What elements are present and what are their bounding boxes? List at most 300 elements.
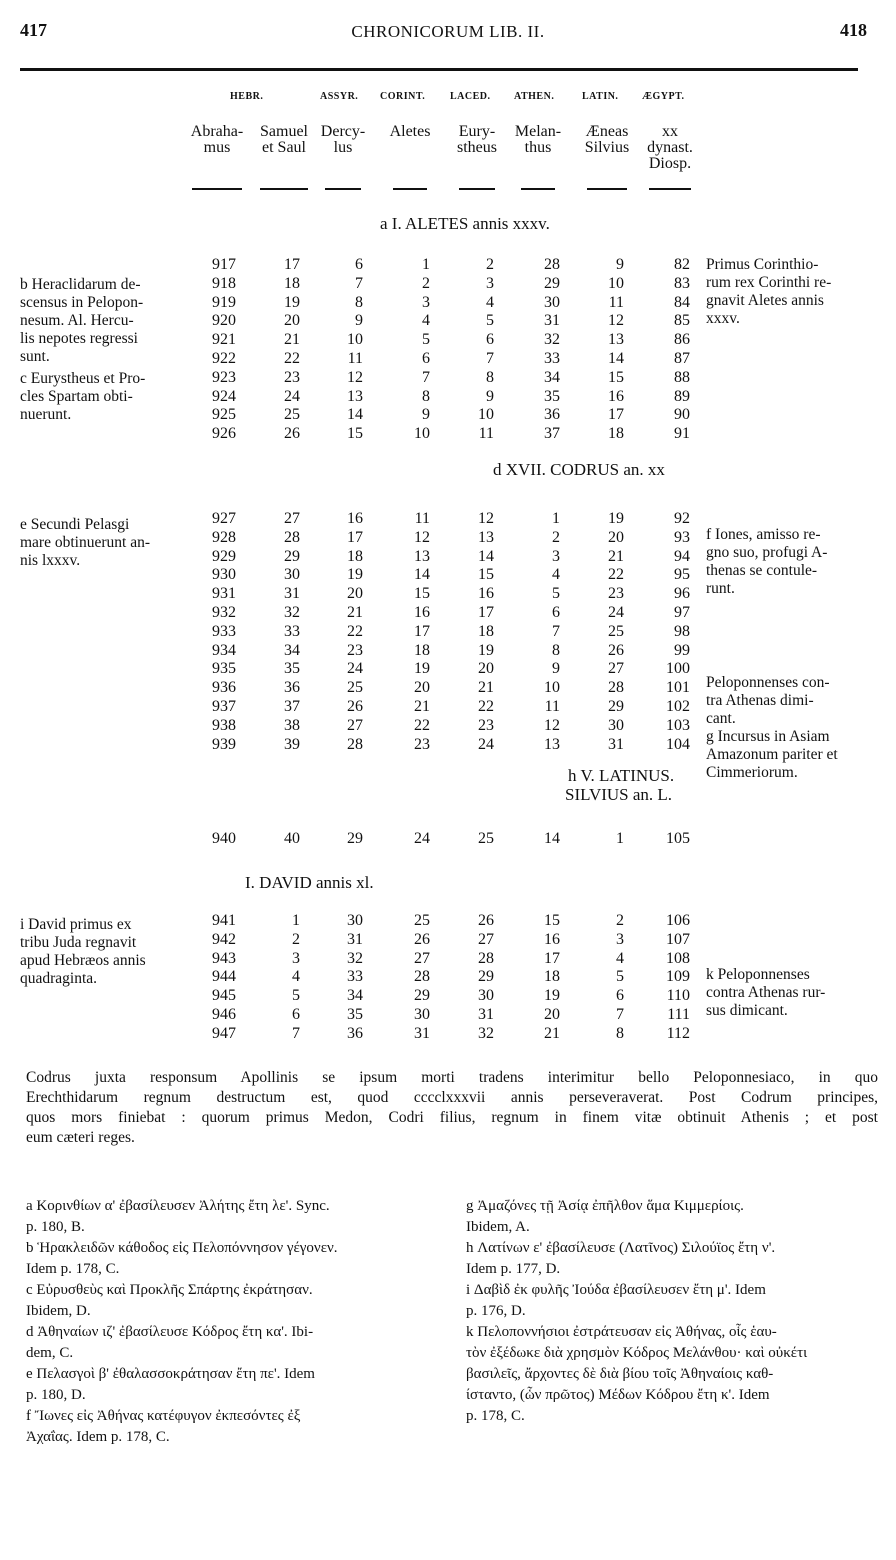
side-note-line: rum rex Corinthi re- xyxy=(706,274,832,291)
table-cell: 4 xyxy=(552,566,560,584)
table-cell: 34 xyxy=(284,641,300,659)
table-cell: 21 xyxy=(414,698,430,715)
table-cell: 3 xyxy=(422,293,430,311)
column-dash xyxy=(587,188,627,190)
era-latinus-line1: h V. LATINUS. xyxy=(568,766,675,785)
table-cell: 31 xyxy=(284,585,300,603)
column-header-line: dynast. xyxy=(647,139,693,156)
table-cell: 7 xyxy=(616,1006,624,1023)
side-note-line: runt. xyxy=(706,580,735,597)
table-cell: 104 xyxy=(666,735,690,753)
table-cell: 17 xyxy=(544,949,560,967)
table-cell: 19 xyxy=(478,641,494,659)
table-cell: 25 xyxy=(414,912,430,929)
table-cell: 23 xyxy=(608,585,624,603)
table-cell: 1 xyxy=(616,830,624,847)
side-note-line: contra Athenas rur- xyxy=(706,984,826,1001)
table-cell: 26 xyxy=(284,425,300,443)
era-aletes: a I. ALETES annis xxxv. xyxy=(380,214,550,233)
table-cell: 29 xyxy=(608,698,624,715)
table-cell: 24 xyxy=(347,660,363,678)
table-cell: 17 xyxy=(347,528,363,546)
footnote-line: Ibidem, A. xyxy=(466,1219,530,1235)
table-cell: 16 xyxy=(414,604,430,621)
table-cell: 16 xyxy=(347,510,363,527)
column-header-line: Æneas xyxy=(585,123,629,140)
table-cell: 18 xyxy=(284,274,300,292)
column-header xyxy=(184,124,250,156)
table-cell: 933 xyxy=(212,622,236,640)
paragraph-line: Erechthidarum regnum destructum est, quod cccclxxxvii annis perseveraverat. Post Codrum principes, xyxy=(26,1089,878,1106)
table-cell: 929 xyxy=(212,547,236,565)
table-cell: 96 xyxy=(674,585,690,603)
nation-header: LACED. xyxy=(450,91,491,102)
side-note-line: nuerunt. xyxy=(20,406,72,423)
table-cell: 8 xyxy=(616,1024,624,1042)
table-cell: 943 xyxy=(212,949,236,967)
table-cell: 7 xyxy=(486,350,494,367)
table-cell: 928 xyxy=(212,528,236,546)
table-cell: 35 xyxy=(347,1006,363,1023)
table-cell: 930 xyxy=(212,566,236,584)
table-cell: 91 xyxy=(674,425,690,443)
table-cell: 927 xyxy=(212,510,236,527)
table-cell: 6 xyxy=(292,1006,300,1023)
table-cell: 2 xyxy=(292,930,300,948)
table-cell: 109 xyxy=(666,968,690,986)
table-cell: 28 xyxy=(608,679,624,697)
era-david: I. DAVID annis xl. xyxy=(245,873,374,892)
table-cell: 23 xyxy=(284,368,300,386)
table-cell: 33 xyxy=(347,968,363,986)
page-number-left: 417 xyxy=(20,20,47,40)
table-cell: 14 xyxy=(414,566,430,584)
table-cell: 937 xyxy=(212,698,236,715)
nation-header: ÆGYPT. xyxy=(642,91,685,102)
table-cell: 24 xyxy=(608,604,624,621)
running-title: CHRONICORUM LIB. II. xyxy=(351,22,545,41)
table-cell: 941 xyxy=(212,912,236,929)
table-cell: 1 xyxy=(552,510,560,527)
paragraph-line: Codrus juxta responsum Apollinis se ipsum morti tradens interimitur bello Peloponnesiaco, in quo xyxy=(26,1069,878,1086)
side-note-line: lis nepotes regressi xyxy=(20,330,138,347)
table-cell: 28 xyxy=(478,949,494,967)
paragraph-line: eum cæteri reges. xyxy=(26,1129,135,1146)
table-cell: 20 xyxy=(414,679,430,697)
table-cell: 31 xyxy=(544,312,560,330)
table-cell: 22 xyxy=(347,622,363,640)
table-cell: 940 xyxy=(212,830,236,847)
footnote-line: p. 176, D. xyxy=(466,1303,526,1319)
table-cell: 13 xyxy=(608,331,624,349)
table-cell: 92 xyxy=(674,510,690,527)
table-cell: 28 xyxy=(347,735,363,753)
table-cell: 8 xyxy=(552,641,560,659)
table-cell: 94 xyxy=(674,547,690,565)
side-note-right xyxy=(706,256,831,328)
footnote-line: i Δαβὶδ ἐκ φυλῆς Ἰούδα ἐβασίλευσεν ἔτη μ'. Idem xyxy=(466,1282,766,1298)
table-cell: 7 xyxy=(422,368,430,386)
table-cell: 6 xyxy=(552,604,560,621)
table-cell: 5 xyxy=(486,312,494,330)
side-note-line: b Heraclidarum de- xyxy=(20,276,141,293)
column-header-line: lus xyxy=(333,139,353,156)
footnote-line: Idem p. 178, C. xyxy=(26,1261,120,1277)
side-note-line: quadraginta. xyxy=(20,970,98,987)
table-cell: 9 xyxy=(355,312,363,330)
table-cell: 936 xyxy=(212,679,236,697)
table-cell: 16 xyxy=(478,585,494,603)
footnotes-left xyxy=(26,1196,446,1448)
table-cell: 30 xyxy=(478,987,494,1005)
column-header xyxy=(451,124,503,156)
table-cell: 2 xyxy=(422,274,430,292)
side-note-line: thenas se contule- xyxy=(706,562,818,579)
table-cell: 10 xyxy=(347,331,363,349)
table-cell: 30 xyxy=(544,293,560,311)
table-cell: 931 xyxy=(212,585,236,603)
table-cell: 107 xyxy=(666,930,690,948)
table-cell: 24 xyxy=(414,830,430,847)
side-note-line: scensus in Pelopon- xyxy=(20,294,144,311)
table-cell: 13 xyxy=(347,387,363,405)
header-rule xyxy=(20,68,858,71)
table-cell: 93 xyxy=(674,528,690,546)
table-cell: 939 xyxy=(212,735,236,753)
table-cell: 938 xyxy=(212,716,236,734)
table-cell: 34 xyxy=(347,987,363,1005)
column-dash xyxy=(260,188,308,190)
table-cell: 18 xyxy=(347,547,363,565)
nation-header: LATIN. xyxy=(582,91,619,102)
column-header xyxy=(513,124,563,156)
footnote-line: dem, C. xyxy=(26,1345,74,1361)
table-cell: 922 xyxy=(212,350,236,367)
table-cell: 34 xyxy=(544,368,560,386)
table-cell: 18 xyxy=(414,641,430,659)
page-number-right: 418 xyxy=(840,20,867,40)
table-cell: 5 xyxy=(422,331,430,349)
table-cell: 19 xyxy=(347,566,363,584)
table-cell: 1 xyxy=(292,912,300,929)
table-cell: 20 xyxy=(347,585,363,603)
table-cell: 11 xyxy=(478,425,494,443)
table-cell: 108 xyxy=(666,949,690,967)
table-cell: 934 xyxy=(212,641,236,659)
table-cell: 12 xyxy=(544,716,560,734)
footnote-line: k Πελοποννήσιοι ἐστράτευσαν εἰς Ἀθήνας, οἷς ἑαυ- xyxy=(466,1324,777,1340)
table-cell: 17 xyxy=(284,256,300,273)
table-cell: 16 xyxy=(544,930,560,948)
footnote-line: a Κορινθίων α' ἐβασίλευσεν Ἀλήτης ἔτη λε'. Sync. xyxy=(26,1198,330,1214)
table-cell: 6 xyxy=(355,256,363,273)
table-cell: 920 xyxy=(212,312,236,330)
table-cell: 19 xyxy=(608,510,624,527)
column-header xyxy=(252,124,316,156)
column-header-line: Eury- xyxy=(458,123,496,140)
table-cell: 102 xyxy=(666,698,690,715)
table-cell: 30 xyxy=(284,566,300,584)
table-cell: 11 xyxy=(608,293,624,311)
side-note-line: gnavit Aletes annis xyxy=(706,292,824,309)
side-note-line: e Secundi Pelasgi xyxy=(20,516,130,533)
side-note-left xyxy=(20,516,150,570)
table-cell: 39 xyxy=(284,735,300,753)
body-paragraph xyxy=(26,1068,878,1148)
table-cell: 100 xyxy=(666,660,690,678)
table-cell: 20 xyxy=(284,312,300,330)
column-header-line: Dercy- xyxy=(320,123,366,140)
table-cell: 9 xyxy=(552,660,560,678)
table-cell: 31 xyxy=(347,930,363,948)
footnote-line: Ἀχαΐας. Idem p. 178, C. xyxy=(26,1429,170,1445)
side-note-left xyxy=(20,276,143,366)
table-cell: 20 xyxy=(478,660,494,678)
table-cell: 27 xyxy=(347,716,363,734)
table-cell: 921 xyxy=(212,331,236,349)
column-dash xyxy=(521,188,555,190)
table-cell: 11 xyxy=(544,698,560,715)
table-cell: 90 xyxy=(674,406,690,424)
table-cell: 926 xyxy=(212,425,236,443)
table-cell: 13 xyxy=(478,528,494,546)
table-cell: 2 xyxy=(616,912,624,929)
table-cell: 13 xyxy=(544,735,560,753)
table-cell: 2 xyxy=(552,528,560,546)
table-cell: 13 xyxy=(414,547,430,565)
table-cell: 21 xyxy=(544,1024,560,1042)
table-cell: 36 xyxy=(284,679,300,697)
table-cell: 32 xyxy=(284,604,300,621)
table-cell: 4 xyxy=(616,949,624,967)
table-cell: 9 xyxy=(422,406,430,424)
table-cell: 21 xyxy=(478,679,494,697)
table-cell: 9 xyxy=(486,387,494,405)
side-note-line: f Iones, amisso re- xyxy=(706,526,821,543)
side-note-line: tra Athenas dimi- xyxy=(706,692,814,709)
table-cell: 28 xyxy=(544,256,560,273)
table-cell: 944 xyxy=(212,968,236,986)
table-cell: 8 xyxy=(355,293,363,311)
nation-header: ATHEN. xyxy=(514,91,555,102)
side-note-right xyxy=(706,526,827,598)
table-cell: 37 xyxy=(284,698,300,715)
table-cell: 925 xyxy=(212,406,236,424)
table-cell: 83 xyxy=(674,274,690,292)
side-note-line: sunt. xyxy=(20,348,50,365)
table-cell: 5 xyxy=(616,968,624,986)
side-note-line: Primus Corinthio- xyxy=(706,256,819,273)
table-cell: 36 xyxy=(544,406,560,424)
table-cell: 22 xyxy=(284,350,300,367)
footnote-line: g Ἀμαζόνες τῇ Ἀσίᾳ ἐπῆλθον ἅμα Κιμμερίοις. xyxy=(466,1198,744,1214)
table-cell: 5 xyxy=(292,987,300,1005)
table-cell: 101 xyxy=(666,679,690,697)
table-cell: 6 xyxy=(616,987,624,1005)
table-cell: 25 xyxy=(608,622,624,640)
table-cell: 24 xyxy=(478,735,494,753)
table-cell: 14 xyxy=(544,830,560,847)
footnote-line: p. 180, B. xyxy=(26,1219,85,1235)
table-cell: 10 xyxy=(478,406,494,424)
nation-header: CORINT. xyxy=(380,91,426,102)
table-cell: 5 xyxy=(552,585,560,603)
table-cell: 8 xyxy=(486,368,494,386)
table-cell: 3 xyxy=(486,274,494,292)
table-cell: 27 xyxy=(608,660,624,678)
table-cell: 12 xyxy=(414,528,430,546)
table-cell: 14 xyxy=(608,350,624,367)
table-cell: 85 xyxy=(674,312,690,330)
column-header xyxy=(641,124,699,172)
footnote-line: βασιλεῖς, ἄρχοντες δὲ διὰ βίου τοῖς Ἀθηναίοις καθ- xyxy=(466,1366,774,1382)
table-cell: 4 xyxy=(292,968,300,986)
table-cell: 31 xyxy=(608,735,624,753)
table-cell: 26 xyxy=(478,912,494,929)
table-cell: 14 xyxy=(478,547,494,565)
column-dash xyxy=(649,188,691,190)
footnote-line: p. 178, C. xyxy=(466,1408,525,1424)
table-cell: 15 xyxy=(414,585,430,603)
column-header xyxy=(385,124,435,140)
table-cell: 919 xyxy=(212,293,236,311)
side-note-line: cant. xyxy=(706,710,736,727)
table-cell: 30 xyxy=(414,1006,430,1023)
table-cell: 28 xyxy=(284,528,300,546)
table-cell: 6 xyxy=(486,331,494,349)
footnote-line: d Ἀθηναίων ιζ' ἐβασίλευσε Κόδρος ἔτη κα'. Ibi- xyxy=(26,1324,314,1340)
table-cell: 10 xyxy=(414,425,430,443)
column-header-line: stheus xyxy=(457,139,497,156)
side-note-left xyxy=(20,370,145,424)
column-header-line: Abraha- xyxy=(190,123,244,140)
table-cell: 38 xyxy=(284,716,300,734)
table-cell: 7 xyxy=(355,274,363,292)
table-cell: 105 xyxy=(666,830,690,847)
column-header-line: Diosp. xyxy=(648,155,692,172)
side-note-line: Amazonum pariter et xyxy=(706,746,838,763)
table-cell: 3 xyxy=(552,547,560,565)
table-cell: 30 xyxy=(608,716,624,734)
table-cell: 89 xyxy=(674,387,690,405)
table-cell: 21 xyxy=(347,604,363,621)
footnote-line: b Ἡρακλειδῶν κάθοδος εἰς Πελοπόννησον γέγονεν. xyxy=(26,1240,338,1256)
footnotes-right xyxy=(466,1196,878,1427)
table-cell: 33 xyxy=(284,622,300,640)
table-cell: 29 xyxy=(414,987,430,1005)
table-cell: 17 xyxy=(608,406,624,424)
table-cell: 935 xyxy=(212,660,236,678)
side-note-line: Peloponnenses con- xyxy=(706,674,830,691)
table-cell: 21 xyxy=(608,547,624,565)
column-dash xyxy=(325,188,361,190)
column-header-line: et Saul xyxy=(262,139,306,156)
table-cell: 16 xyxy=(608,387,624,405)
table-cell: 14 xyxy=(347,406,363,424)
table-cell: 21 xyxy=(284,331,300,349)
table-cell: 19 xyxy=(544,987,560,1005)
side-note-line: cles Spartam obti- xyxy=(20,388,133,405)
table-cell: 20 xyxy=(608,528,624,546)
table-cell: 25 xyxy=(284,406,300,424)
column-dash xyxy=(393,188,427,190)
table-cell: 12 xyxy=(608,312,624,330)
side-note-line: xxxv. xyxy=(706,310,740,327)
table-cell: 12 xyxy=(478,510,494,527)
table-cell: 3 xyxy=(292,949,300,967)
table-cell: 19 xyxy=(414,660,430,678)
table-cell: 946 xyxy=(212,1006,236,1023)
table-cell: 33 xyxy=(544,350,560,367)
column-header-line: xx xyxy=(662,123,678,140)
table-cell: 29 xyxy=(478,968,494,986)
side-note-line: nesum. Al. Hercu- xyxy=(20,312,134,329)
side-note-right xyxy=(706,674,830,728)
paragraph-line: quos mors finiebat : quorum primus Medon, Codri filius, regnum in finem vitæ obtinuit Athenis ; et post xyxy=(26,1109,878,1126)
table-cell: 32 xyxy=(478,1024,494,1042)
table-cell: 97 xyxy=(674,604,690,621)
table-cell: 28 xyxy=(414,968,430,986)
table-cell: 99 xyxy=(674,641,690,659)
table-cell: 11 xyxy=(414,510,430,527)
footnote-line: p. 180, D. xyxy=(26,1387,86,1403)
footnote-line: ίσταντο, (ὧν πρῶτος) Μέδων Κόδρου ἔτη κ'. Idem xyxy=(466,1387,770,1403)
table-cell: 23 xyxy=(478,716,494,734)
table-cell: 6 xyxy=(422,350,430,367)
table-cell: 29 xyxy=(347,830,363,847)
table-cell: 15 xyxy=(544,912,560,929)
column-header-line: Melan- xyxy=(514,123,562,140)
era-latinus-line2: SILVIUS an. L. xyxy=(565,785,673,804)
footnote-line: e Πελασγοὶ β' ἐθαλασσοκράτησαν ἔτη πε'. Idem xyxy=(26,1366,315,1382)
table-cell: 25 xyxy=(347,679,363,697)
table-cell: 923 xyxy=(212,368,236,386)
table-cell: 17 xyxy=(478,604,494,621)
table-cell: 2 xyxy=(486,256,494,273)
table-cell: 29 xyxy=(544,274,560,292)
table-cell: 98 xyxy=(674,622,690,640)
table-cell: 111 xyxy=(667,1006,690,1023)
table-cell: 9 xyxy=(616,256,624,273)
table-cell: 3 xyxy=(616,930,624,948)
table-cell: 7 xyxy=(552,622,560,640)
table-cell: 110 xyxy=(666,987,690,1005)
table-cell: 103 xyxy=(666,716,690,734)
table-cell: 31 xyxy=(414,1024,430,1042)
table-cell: 37 xyxy=(544,425,560,443)
table-cell: 40 xyxy=(284,830,300,847)
table-cell: 27 xyxy=(478,930,494,948)
table-cell: 924 xyxy=(212,387,236,405)
side-note-line: mare obtinuerunt an- xyxy=(20,534,150,551)
table-cell: 29 xyxy=(284,547,300,565)
side-note-right xyxy=(706,966,825,1020)
footnote-line: c Εὐρυσθεὺς καὶ Προκλῆς Σπάρτης ἐκράτησαν. xyxy=(26,1282,313,1298)
table-cell: 15 xyxy=(608,368,624,386)
side-note-line: apud Hebræos annis xyxy=(20,952,146,969)
era-codrus: d XVII. CODRUS an. xx xyxy=(493,460,665,479)
table-cell: 932 xyxy=(212,604,236,621)
table-cell: 12 xyxy=(347,368,363,386)
table-cell: 22 xyxy=(608,566,624,584)
table-cell: 17 xyxy=(414,622,430,640)
table-cell: 4 xyxy=(486,293,494,311)
column-header-line: thus xyxy=(524,139,552,156)
table-cell: 95 xyxy=(674,566,690,584)
side-note-line: i David primus ex xyxy=(20,916,132,933)
nation-header: HEBR. xyxy=(230,91,264,102)
side-note-line: c Eurystheus et Pro- xyxy=(20,370,146,387)
